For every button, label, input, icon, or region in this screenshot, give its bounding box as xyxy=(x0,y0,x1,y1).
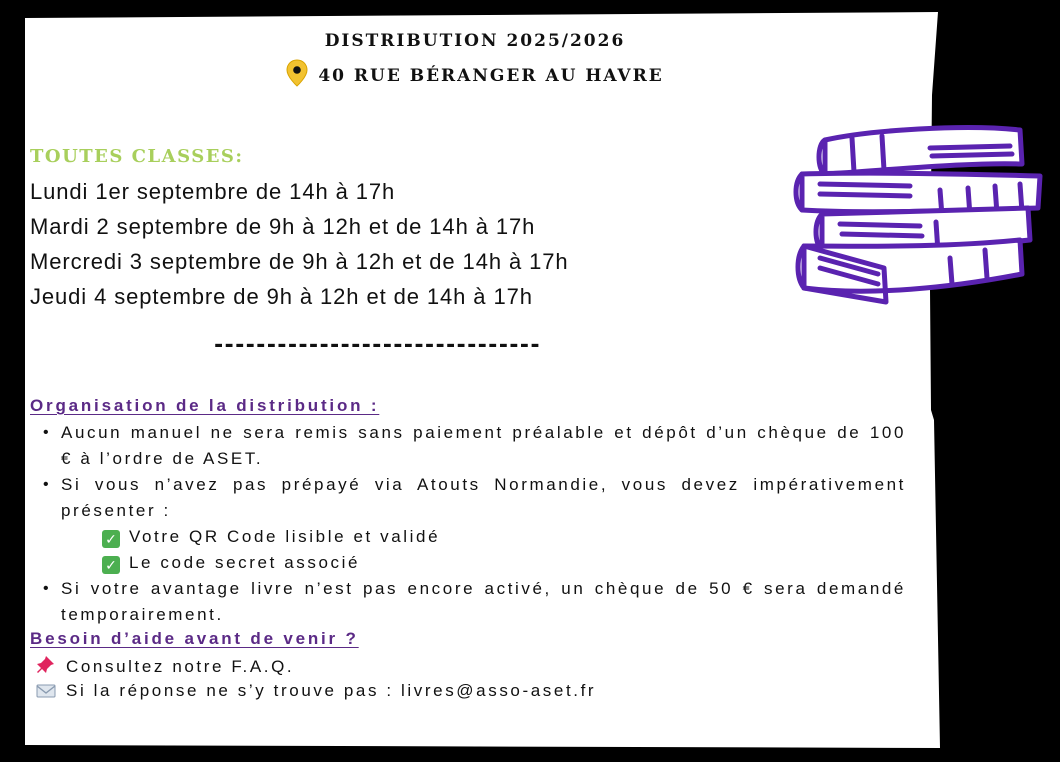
header-address xyxy=(0,59,950,92)
list-item: • Si votre avantage livre n’est pas encore activé, un chèque de 50 € sera demandé temporairement. xyxy=(30,576,906,628)
schedule-list xyxy=(30,174,569,314)
contact-text[interactable]: Si la réponse ne s’y trouve pas : livres@asso-aset.fr xyxy=(66,681,597,700)
check-item xyxy=(30,524,906,550)
check-item-text: Votre QR Code lisible et validé xyxy=(129,527,441,546)
header-address-text: 40 RUE BÉRANGER AU HAVRE xyxy=(318,66,664,86)
schedule-line: Mercredi 3 septembre de 9h à 12h et de 14h à 17h xyxy=(30,249,569,274)
organisation-list xyxy=(30,420,906,628)
pushpin-icon xyxy=(36,655,56,680)
dashed-divider: ------------------------------- xyxy=(212,333,539,358)
check-mark-icon: ✓ xyxy=(102,530,120,548)
schedule-line: Mardi 2 septembre de 9h à 12h et de 14h à 17h xyxy=(30,214,536,239)
help-heading: Besoin d’aide avant de venir ? xyxy=(30,629,359,648)
check-item-text: Le code secret associé xyxy=(129,553,361,572)
organisation-heading: Organisation de la distribution : xyxy=(30,396,380,415)
header-title: DISTRIBUTION 2025/2026 xyxy=(324,31,626,51)
check-mark-icon: ✓ xyxy=(102,556,120,574)
faq-line xyxy=(36,655,294,680)
schedule-line: Jeudi 4 septembre de 9h à 12h et de 14h à 17h xyxy=(30,284,533,309)
list-item: • Si vous n’avez pas prépayé via Atouts Normandie, vous devez impérativement présenter : xyxy=(30,472,906,524)
books-stack-icon xyxy=(790,118,1050,318)
classes-heading: TOUTES CLASSES: xyxy=(30,146,244,167)
list-item: • Aucun manuel ne sera remis sans paiement préalable et dépôt d’un chèque de 100 € à l’ordre de ASET. xyxy=(30,420,906,472)
envelope-icon xyxy=(36,683,56,704)
schedule-line: Lundi 1er septembre de 14h à 17h xyxy=(30,179,396,204)
check-item xyxy=(30,550,906,576)
contact-line xyxy=(36,681,596,704)
faq-text: Consultez notre F.A.Q. xyxy=(66,657,295,676)
map-pin-icon xyxy=(286,59,308,92)
